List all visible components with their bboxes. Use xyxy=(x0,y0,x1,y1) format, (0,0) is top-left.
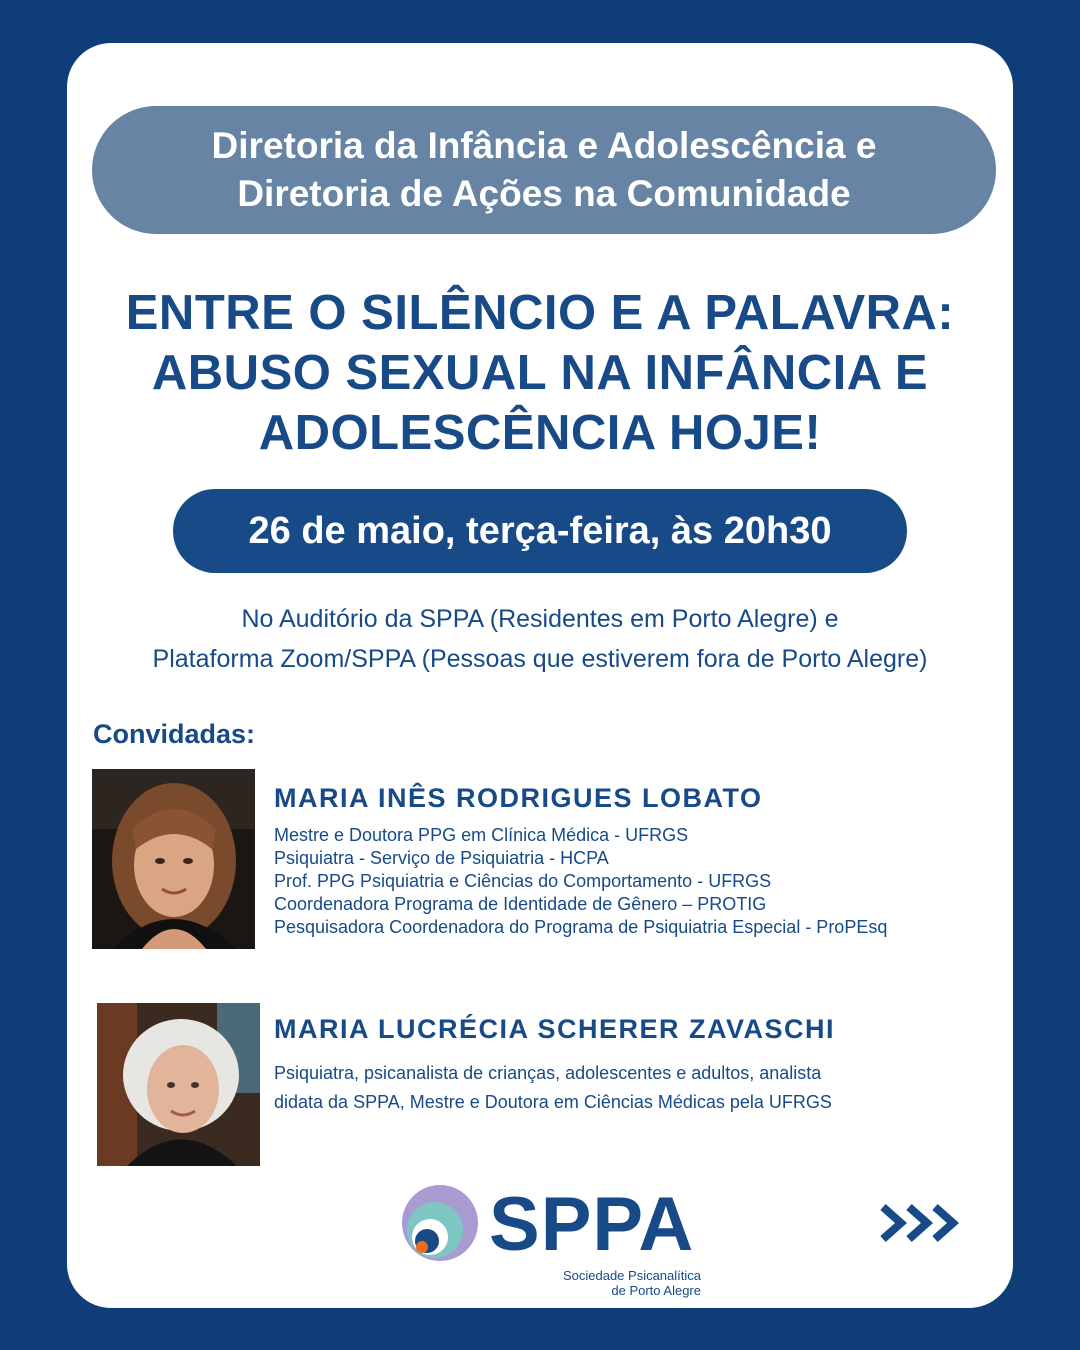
sppa-logo xyxy=(400,1183,710,1298)
guest-1-info-line: Psiquiatra - Serviço de Psiquiatria - HCPA xyxy=(274,848,609,868)
guest-1-info-line: Coordenadora Programa de Identidade de Gênero – PROTIG xyxy=(274,894,767,914)
guest-1-info-line: Mestre e Doutora PPG em Clínica Médica - UFRGS xyxy=(274,825,689,845)
guest-1-info-line: Prof. PPG Psiquiatria e Ciências do Comportamento - UFRGS xyxy=(274,871,772,891)
title-line-1: ENTRE O SILÊNCIO E A PALAVRA: xyxy=(125,286,955,340)
logo-subtitle-line-2: de Porto Alegre xyxy=(611,1283,701,1298)
header-line-2: Diretoria de Ações na Comunidade xyxy=(237,173,851,214)
guest-photo-2 xyxy=(97,1003,260,1166)
guest-info-2 xyxy=(274,1059,832,1117)
guest-name-1: MARIA INÊS RODRIGUES LOBATO xyxy=(274,783,763,813)
title-line-3: ADOLESCÊNCIA HOJE! xyxy=(258,406,822,460)
guest-2-info-line: didata da SPPA, Mestre e Doutora em Ciências Médicas pela UFRGS xyxy=(274,1092,832,1112)
venue-line-2: Plataforma Zoom/SPPA (Pessoas que estiverem fora de Porto Alegre) xyxy=(152,645,928,673)
date-badge xyxy=(173,489,907,573)
triple-chevron-right-icon[interactable] xyxy=(879,1203,965,1243)
guest-info-1 xyxy=(274,824,887,939)
guest-name-2: MARIA LUCRÉCIA SCHERER ZAVASCHI xyxy=(274,1014,836,1044)
guest-2-info-line: Psiquiatra, psicanalista de crianças, adolescentes e adultos, analista xyxy=(274,1063,822,1083)
logo-subtitle-line-1: Sociedade Psicanalítica xyxy=(562,1268,701,1283)
header-pill xyxy=(92,106,996,234)
date-text: 26 de maio, terça-feira, às 20h30 xyxy=(248,509,832,552)
venue-line-1: No Auditório da SPPA (Residentes em Porto Alegre) e xyxy=(241,605,839,633)
sppa-logo-mark xyxy=(400,1183,486,1273)
guests-heading: Convidadas: xyxy=(93,719,256,749)
header-line-1: Diretoria da Infância e Adolescência e xyxy=(211,125,877,166)
guest-1-info-line: Pesquisadora Coordenadora do Programa de Psiquiatria Especial - ProPEsq xyxy=(274,917,888,937)
logo-subtitle xyxy=(563,1268,701,1298)
guest-photo-1 xyxy=(92,769,255,949)
venue-info xyxy=(67,599,1013,679)
event-title xyxy=(67,283,1013,463)
logo-wordmark: SPPA xyxy=(489,1182,695,1267)
event-card xyxy=(67,43,1013,1308)
title-line-2: ABUSO SEXUAL NA INFÂNCIA E xyxy=(151,346,929,400)
